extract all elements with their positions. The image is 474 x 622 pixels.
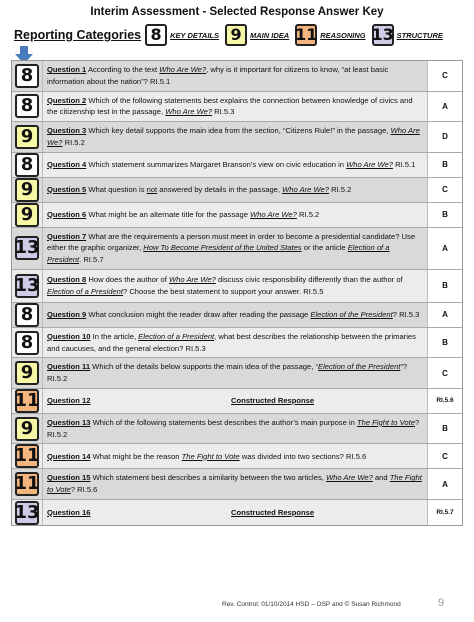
question-text: not bbox=[146, 184, 158, 194]
question-text: ? RI.5.2 bbox=[47, 417, 420, 439]
question-text: Which statement best describes a similarity between the two articles, bbox=[90, 473, 326, 483]
category-9-badge: 9 bbox=[15, 203, 39, 227]
category-cell bbox=[12, 469, 42, 499]
table-row bbox=[12, 203, 462, 228]
legend-label-structure: STRUCTURE bbox=[396, 30, 443, 40]
title-reference: Who Are We? bbox=[346, 159, 393, 169]
category-13-badge: 13 bbox=[371, 25, 394, 44]
category-8-badge: 8 bbox=[15, 303, 39, 327]
question-label: Question 11 bbox=[47, 362, 91, 372]
question-cell bbox=[42, 178, 428, 202]
title-reference: Who Are We? bbox=[282, 184, 329, 194]
category-11-badge: 11 bbox=[14, 445, 40, 467]
table-row bbox=[12, 228, 462, 270]
question-text: ? Choose the best statement to support your answer. RI.5.5 bbox=[122, 286, 324, 296]
answer-key-table bbox=[11, 60, 463, 526]
question-label: Question 16 bbox=[47, 507, 91, 517]
category-9-badge: 9 bbox=[15, 125, 39, 149]
question-text: discuss civic responsibility differently than the author of bbox=[215, 275, 403, 285]
question-label: Question 6 bbox=[47, 209, 87, 219]
question-cell bbox=[42, 444, 428, 468]
table-row bbox=[12, 92, 462, 123]
question-cell bbox=[42, 153, 428, 177]
constructed-response-label: Constructed Response bbox=[231, 507, 315, 517]
title-reference: The Fight to Vote bbox=[356, 417, 415, 427]
table-row bbox=[12, 414, 462, 445]
title-reference: Who Are We? bbox=[169, 275, 216, 285]
question-label: Question 5 bbox=[47, 184, 87, 194]
table-row bbox=[12, 303, 462, 328]
category-13-badge: 13 bbox=[14, 237, 40, 259]
question-text: , why is it important for citizens to know, “at least basic information about the nation”? RI.5.1 bbox=[47, 65, 389, 86]
question-label: Question 2 bbox=[47, 95, 87, 105]
answer-cell: B bbox=[428, 328, 462, 358]
question-cell bbox=[42, 469, 428, 499]
category-11-badge: 11 bbox=[14, 389, 40, 411]
table-row bbox=[12, 444, 462, 469]
category-cell bbox=[12, 92, 42, 122]
answer-cell: A bbox=[428, 228, 462, 269]
standard-cell: RI.5.6 bbox=[428, 389, 462, 413]
question-text: was divided into two sections? RI.5.6 bbox=[239, 451, 367, 461]
title-reference: Who Are We? bbox=[325, 473, 373, 483]
question-text: What question is bbox=[86, 184, 147, 194]
category-cell bbox=[12, 270, 42, 302]
question-cell bbox=[42, 414, 428, 444]
answer-cell: A bbox=[428, 469, 462, 499]
category-cell bbox=[12, 178, 42, 202]
question-label: Question 4 bbox=[47, 159, 87, 169]
title-reference: Who Are We? bbox=[165, 107, 213, 117]
category-cell bbox=[12, 303, 42, 327]
question-label: Question 14 bbox=[47, 451, 91, 461]
question-text: How does the author of bbox=[86, 275, 169, 285]
category-cell bbox=[12, 358, 42, 388]
category-9-badge: 9 bbox=[15, 361, 39, 385]
table-row bbox=[12, 153, 462, 178]
question-text: Which key detail supports the main idea from the section, “Citizens Rule!” in the passage, bbox=[86, 126, 391, 136]
category-9-badge: 9 bbox=[225, 24, 247, 46]
question-text: answered by details in the passage, bbox=[157, 184, 283, 194]
question-text: . RI.5.7 bbox=[79, 255, 104, 265]
answer-cell: C bbox=[428, 444, 462, 468]
question-cell bbox=[42, 303, 428, 327]
question-text: What are the requirements a person must meet in order to become a presidential candidate? Use either the graphic organizer, bbox=[47, 231, 416, 253]
question-cell bbox=[42, 389, 428, 413]
question-text: and bbox=[372, 473, 390, 483]
answer-cell: B bbox=[428, 270, 462, 302]
question-text: , what best describes the relationship between the primaries and caucuses, and the general election? RI.5.3 bbox=[47, 331, 416, 353]
table-row bbox=[12, 469, 462, 500]
question-cell bbox=[42, 270, 428, 302]
page-number: 9 bbox=[438, 597, 445, 609]
category-11-badge: 11 bbox=[295, 25, 318, 44]
question-text: What conclusion might the reader draw after reading the passage bbox=[86, 310, 311, 319]
category-cell bbox=[12, 500, 42, 525]
constructed-response-label: Constructed Response bbox=[231, 396, 315, 406]
question-label: Question 13 bbox=[47, 417, 91, 427]
question-text: In the article, bbox=[90, 331, 139, 341]
question-label: Question 15 bbox=[47, 473, 91, 483]
category-8-badge: 8 bbox=[15, 153, 39, 177]
question-label: Question 10 bbox=[47, 331, 91, 341]
question-cell bbox=[42, 122, 428, 152]
title-reference: The Fight to Vote bbox=[47, 473, 422, 495]
table-row bbox=[12, 61, 462, 92]
question-text: ”? RI.5.2 bbox=[47, 362, 408, 384]
answer-cell: D bbox=[428, 122, 462, 152]
question-cell bbox=[42, 328, 428, 358]
title-reference: The Fight to Vote bbox=[181, 451, 240, 461]
title-reference: Election of the President bbox=[310, 310, 393, 319]
title-reference: Who Are We? bbox=[47, 126, 420, 147]
question-text: or the article bbox=[301, 243, 348, 253]
question-text: Which of the following statements best explains the connection between knowledge of civics and the citizenship test in the passage, bbox=[47, 95, 413, 117]
legend-heading: Reporting Categories bbox=[14, 28, 142, 42]
question-cell bbox=[42, 500, 428, 525]
standard-cell: RI.5.7 bbox=[428, 500, 462, 525]
question-label: Question 8 bbox=[47, 275, 87, 285]
category-cell bbox=[12, 389, 42, 413]
question-text: ? RI.5.6 bbox=[70, 485, 98, 495]
reporting-categories-legend bbox=[14, 22, 464, 48]
table-row bbox=[12, 389, 462, 414]
answer-cell: C bbox=[428, 358, 462, 388]
legend-label-key-details: KEY DETAILS bbox=[170, 30, 220, 40]
category-9-badge: 9 bbox=[15, 417, 39, 441]
answer-cell: A bbox=[428, 92, 462, 122]
answer-cell: B bbox=[428, 153, 462, 177]
table-row bbox=[12, 328, 462, 359]
category-cell bbox=[12, 153, 42, 177]
question-cell bbox=[42, 203, 428, 227]
question-text: According to the text bbox=[86, 65, 160, 74]
title-reference: Election of a President bbox=[47, 286, 123, 296]
category-13-badge: 13 bbox=[14, 501, 40, 523]
category-9-badge: 9 bbox=[15, 178, 39, 202]
question-text: RI.5.1 bbox=[392, 159, 416, 169]
document-title: Interim Assessment - Selected Response Answer Key bbox=[90, 6, 384, 18]
table-row bbox=[12, 122, 462, 153]
category-cell bbox=[12, 122, 42, 152]
legend-label-reasoning: REASONING bbox=[320, 30, 366, 40]
category-8-badge: 8 bbox=[15, 64, 39, 88]
answer-cell: A bbox=[428, 303, 462, 327]
title-reference: Election of a President bbox=[47, 243, 390, 265]
category-cell bbox=[12, 414, 42, 444]
category-8-badge: 8 bbox=[15, 331, 39, 355]
category-cell bbox=[12, 328, 42, 358]
category-cell bbox=[12, 203, 42, 227]
answer-cell: C bbox=[428, 61, 462, 91]
title-reference: Who Are We? bbox=[159, 65, 207, 74]
category-11-badge: 11 bbox=[14, 473, 40, 495]
answer-cell: C bbox=[428, 178, 462, 202]
question-label: Question 7 bbox=[47, 231, 87, 241]
answer-cell: B bbox=[428, 203, 462, 227]
table-row bbox=[12, 500, 462, 525]
category-cell bbox=[12, 444, 42, 468]
category-8-badge: 8 bbox=[15, 94, 39, 118]
question-text: Which of the details below supports the main idea of the passage, “ bbox=[90, 362, 318, 372]
question-text: RI.5.2 bbox=[328, 184, 352, 194]
question-label: Question 1 bbox=[47, 65, 87, 74]
question-cell bbox=[42, 228, 428, 269]
question-text: Which statement summarizes Margaret Branson’s view on civic education in bbox=[86, 159, 347, 169]
question-text: RI.5.3 bbox=[212, 107, 235, 117]
table-row bbox=[12, 270, 462, 303]
table-row bbox=[12, 358, 462, 389]
question-text: RI.5.2 bbox=[62, 137, 85, 147]
title-reference: Election of the President bbox=[318, 362, 401, 372]
legend-label-main-idea: MAIN IDEA bbox=[250, 30, 290, 40]
question-text: RI.5.2 bbox=[296, 209, 320, 219]
question-text: ? RI.5.3 bbox=[392, 310, 420, 319]
question-text: Which of the following statements best describes the author’s main purpose in bbox=[90, 417, 357, 427]
question-label: Question 12 bbox=[47, 396, 91, 406]
question-label: Question 3 bbox=[47, 126, 87, 136]
title-reference: Who Are We? bbox=[250, 209, 297, 219]
question-cell bbox=[42, 92, 428, 122]
question-text: What might be the reason bbox=[90, 451, 182, 461]
title-reference: How To Become President of the United States bbox=[143, 243, 302, 253]
question-label: Question 9 bbox=[47, 310, 87, 319]
table-row bbox=[12, 178, 462, 203]
answer-cell: B bbox=[428, 414, 462, 444]
category-13-badge: 13 bbox=[14, 274, 40, 296]
revision-footer: Rev. Control: 01/10/2014 HSD – OSP and © Susan Richmond bbox=[222, 601, 401, 608]
category-cell bbox=[12, 61, 42, 91]
category-cell bbox=[12, 228, 42, 269]
question-text: What might be an alternate title for the passage bbox=[86, 209, 251, 219]
question-cell bbox=[42, 61, 428, 91]
title-reference: Election of a President bbox=[138, 331, 215, 341]
question-cell bbox=[42, 358, 428, 388]
category-8-badge: 8 bbox=[145, 24, 167, 46]
